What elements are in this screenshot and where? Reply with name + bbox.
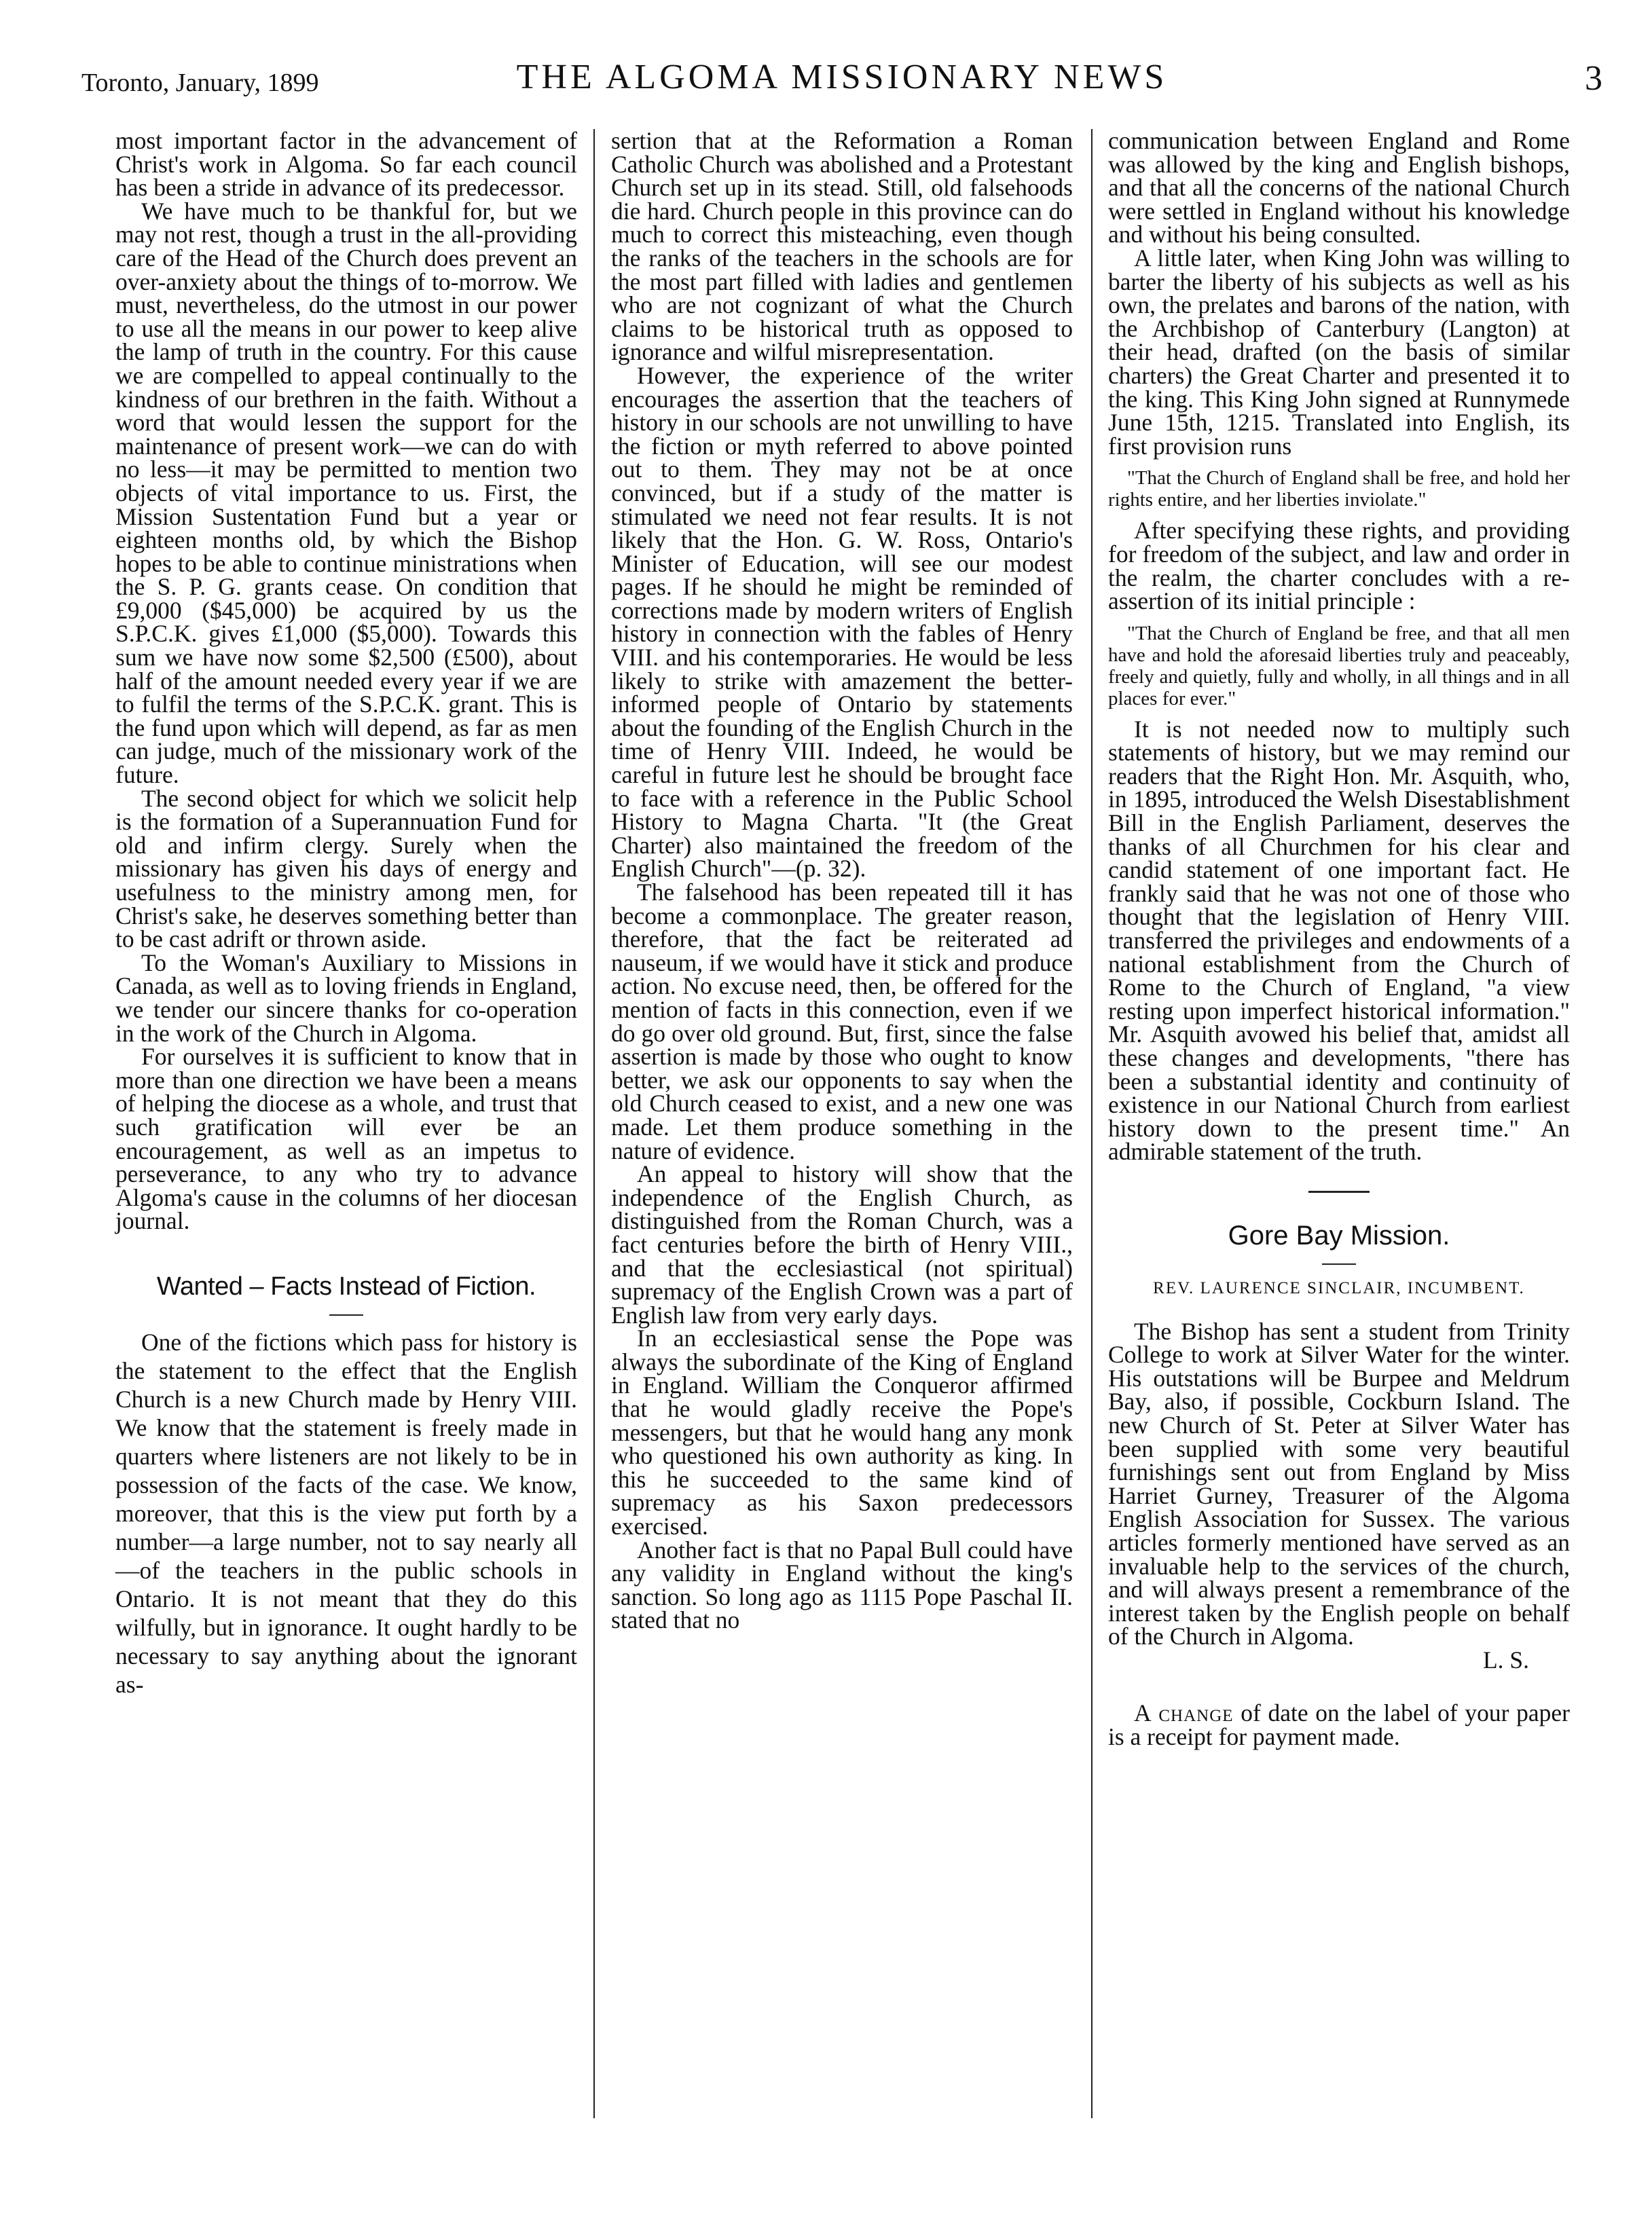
article-paragraph: In an ecclesiastical sense the Pope was always the subordinate of the King of England in England. William the Conqueror affirmed that he would gladly receive the Pope's messengers, but that he would hang any monk who questioned his own authority as king. In this he succeeded to the same kind of supremacy as his Saxon predecessors exercised.: [611, 1325, 1073, 1540]
article-paragraph: communication between England and Rome was allowed by the king and English bishops, and that all the concerns of the national Church were settled in England without his knowledge and without his being consulted.: [1108, 127, 1570, 248]
article-paragraph: One of the fictions which pass for history is the statement to the effect that the English Church is a new Church made by Henry VIII. We know that the statement is freely made in quarters where listeners are not likely to be in possession of the facts of the case. We know, moreover, that this is the view put forth by a number—a large number, not to say nearly all—of the teachers in the public schools in Ontario. It is not meant that they do this wilfully, but in ignorance. It ought hardly to be necessary to say anything about the ignorant as-: [115, 1328, 577, 1698]
signature: L. S.: [1482, 1646, 1529, 1674]
dateline: Toronto, January, 1899: [81, 69, 319, 97]
article-paragraph: After specifying these rights, and providing for freedom of the subject, and law and order in the realm, the charter concludes with a re-assertion of its initial principle :: [1108, 517, 1570, 615]
article-byline: REV. LAURENCE SINCLAIR, INCUMBENT.: [1153, 1278, 1525, 1297]
article-paragraph: The second object for which we solicit help is the formation of a Superannuation Fund for old and infirm clergy. Surely when the missionary has given his days of energy and usefulness to the ministry among men, for Christ's sake, he deserves something better than to be cast adrift or thrown aside.: [115, 784, 577, 953]
section-divider: [1308, 1191, 1370, 1193]
article-paragraph: most important factor in the advancement of Christ's work in Algoma. So far each council has been a stride in advance of its predecessor.: [115, 127, 577, 202]
signature-row: [1108, 1648, 1570, 1672]
charter-quote: "That the Church of England be free, and that all men have and hold the aforesaid liberties truly and peaceably, freely and quietly, fully and wholly, in all things and in all places for ever.": [1108, 622, 1570, 709]
charter-quote: "That the Church of England shall be free, and hold her rights entire, and her liberties inviolate.": [1108, 467, 1570, 511]
article-body: [115, 1328, 577, 1699]
article-paragraph: However, the experience of the writer encourages the assertion that the teachers of history in our schools are not unwilling to have the fiction or myth referred to above pointed out to them. They may not be at once convinced, but if a study of the matter is stimulated we need not fear results. It is not likely that the Hon. G. W. Ross, Ontario's Minister of Education, will see our modest pages. If he should he might be reminded of corrections made by modern writers of English history in connection with the fables of Henry VIII. and his contemporaries. He would be less likely to strike with amazement the better-informed people of Ontario by statements about the founding of the English Church in the time of Henry VIII. Indeed, he would be careful in future lest he should be brought face to face with a reference in the Public School History to Magna Charta. "It (the Great Charter) also maintained the freedom of the English Church"—(p. 32).: [611, 361, 1073, 883]
article-paragraph: Another fact is that no Papal Bull could have any validity in England without the king's sanction. So long ago as 1115 Pope Paschal II. stated that no: [611, 1536, 1073, 1634]
article-paragraph: We have much to be thankful for, but we may not rest, though a trust in the all-providing care of the Head of the Church does prevent an over-anxiety about the things of to-morrow. We must, nevertheless, do the utmost in our power to use all the means in our power to keep alive the lamp of truth in the country. For this cause we are compelled to appeal continually to the kindness of our brethren in the faith. Without a word that would lessen the support for the maintenance of present work—we can do with no less—it may be permitted to mention two objects of vital importance to us. First, the Mission Sustentation Fund but a year or eighteen months old, by which the Bishop hopes to be able to continue ministrations when the S. P. G. grants cease. On condition that £9,000 ($45,000) be acquired by us the S.P.C.K. gives £1,000 ($5,000). Towards this sum we have now some $2,500 (£500), about half of the amount needed every year if we are to fulfil the terms of the S.P.C.K. grant. This is the fund upon which will depend, as far as men can judge, much of the missionary work of the future.: [115, 197, 577, 789]
article-paragraph: An appeal to history will show that the independence of the English Church, as distinguished from the Roman Church, was a fact centuries before the birth of Henry VIII., and that the ecclesiastical (not spiritual) supremacy of the English Crown was a part of English law from very early days.: [611, 1160, 1073, 1329]
article-paragraph: For ourselves it is sufficient to know that in more than one direction we have been a means of helping the diocese as a whole, and trust that such gratification will ever be an encouragement, as well as an impetus to perseverance, to any who try to advance Algoma's cause in the columns of her diocesan journal.: [115, 1043, 577, 1235]
article-paragraph: The falsehood has been repeated till it has become a commonplace. The greater reason, therefore, that the fact be reiterated ad nauseum, if we would have it stick and produce action. No excuse need, then, be offered for the mention of facts in this connection, even if we do go over old ground. But, first, since the false assertion is made by those who ought to know better, we ask our opponents to say when the old Church ceased to exist, and a new one was made. Let them produce something in the nature of evidence.: [611, 879, 1073, 1164]
notice-lead: A change: [1134, 1699, 1234, 1727]
column-divider: [593, 129, 595, 2118]
page-header: [81, 49, 1602, 110]
masthead-title: THE ALGOMA MISSIONARY NEWS: [516, 58, 1168, 96]
article-paragraph: It is not needed now to multiply such statements of history, but we may remind our readers that the Right Hon. Mr. Asquith, who, in 1895, introduced the Welsh Disestablishment Bill in the English Parliament, deserves the thanks of all Churchmen for his clear and candid statement of one important fact. He frankly said that he was not one of those who thought that the legislation of Henry VIII. transferred the privileges and endowments of a national establishment from the Church of Rome to the Church of England, "a view resting upon imperfect historical information." Mr. Asquith avowed his belief that, amidst all these changes and developments, "there has been a substantial identity and continuity of existence in our National Church from earliest history down to the present time." An admirable statement of the truth.: [1108, 715, 1570, 1166]
article-paragraph: To the Woman's Auxiliary to Missions in Canada, as well as to loving friends in England, we tender our sincere thanks for co-operation in the work of the Church in Algoma.: [115, 948, 577, 1047]
heading-rule: [329, 1314, 363, 1316]
page-number: 3: [1585, 59, 1602, 98]
column-divider: [1091, 129, 1093, 2118]
column-3: [1108, 129, 1570, 1749]
column-2: [611, 129, 1073, 1632]
heading-rule: [1322, 1263, 1356, 1265]
subscription-notice: [1108, 1699, 1570, 1751]
notice-text: of date on the label of your paper is a receipt for payment made.: [1108, 1699, 1570, 1751]
column-1: [115, 129, 577, 1699]
article-paragraph: The Bishop has sent a student from Trinity College to work at Silver Water for the winter. His outstations will be Burpee and Meldrum Bay, also, if possible, Cockburn Island. The new Church of St. Peter at Silver Water has been supplied with some very beautiful furnishings sent out from England by Miss Harriet Gurney, Treasurer of the Algoma English Association for Sussex. The various articles formerly mentioned have served as an invaluable help to the services of the church, and will always present a remembrance of the interest taken by the English people on behalf of the Church in Algoma.: [1108, 1317, 1570, 1650]
article-heading: Gore Bay Mission.: [1228, 1220, 1450, 1251]
article-paragraph: sertion that at the Reformation a Roman Catholic Church was abolished and a Protestant Church set up in its stead. Still, old falsehoods die hard. Church people in this province can do much to correct this misteaching, even though the ranks of the teachers in the schools are for the most part filled with ladies and gentlemen who are not cognizant of what the Church claims to be historical truth as opposed to ignorance and wilful misrepresentation.: [611, 127, 1073, 366]
article-paragraph: A little later, when King John was willing to barter the liberty of his subjects as well as his own, the prelates and barons of the nation, with the Archbishop of Canterbury (Langton) at their head, drafted (on the basis of similar charters) the Great Charter and presented it to the king. This King John signed at Runnymede June 15th, 1215. Translated into English, its first provision runs: [1108, 244, 1570, 460]
article-heading: Wanted – Facts Instead of Fiction.: [156, 1272, 536, 1301]
